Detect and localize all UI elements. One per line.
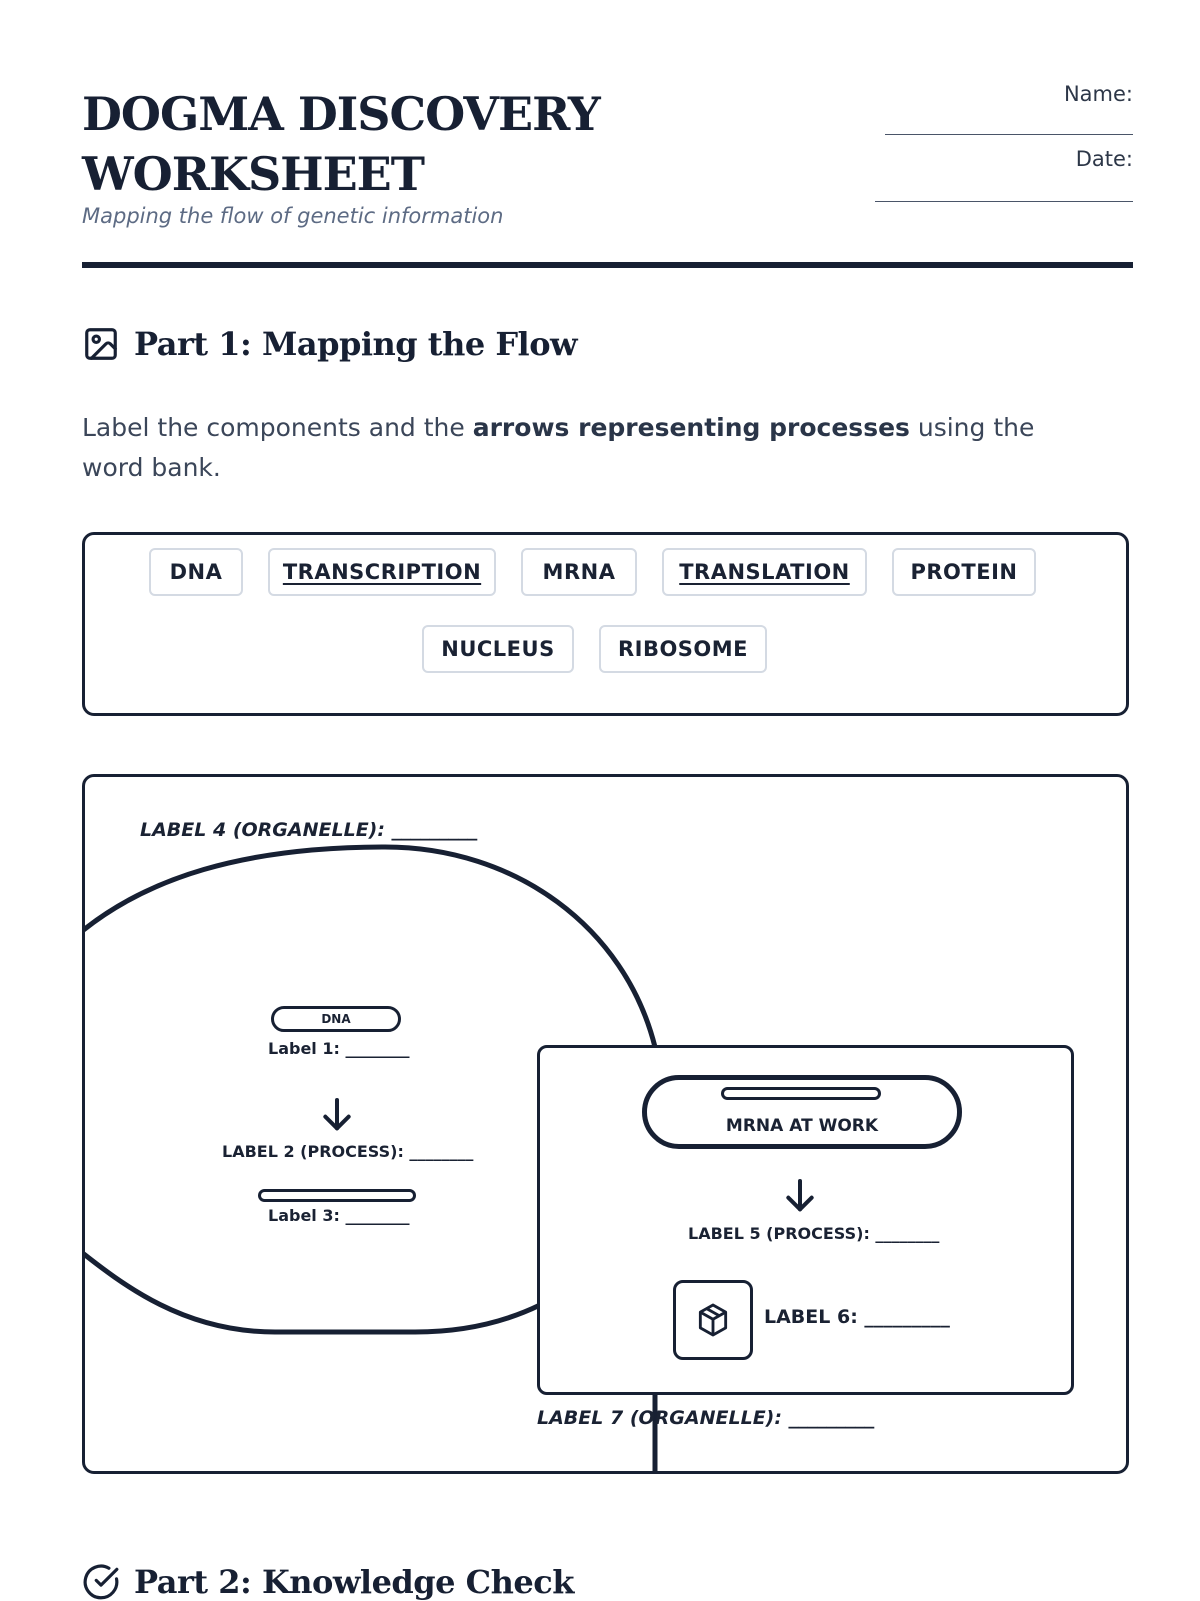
check-circle-icon	[82, 1563, 120, 1601]
header-divider	[82, 262, 1133, 268]
label-4-nucleus[interactable]: LABEL 4 (ORGANELLE): _________	[140, 819, 478, 841]
label-1[interactable]: Label 1: ________	[268, 1039, 410, 1058]
title-line-1: DOGMA DISCOVERY	[82, 87, 600, 141]
date-field-line[interactable]	[875, 201, 1133, 202]
date-label: Date:	[1075, 147, 1133, 171]
word-chip-ribosome[interactable]: RIBOSOME	[599, 625, 767, 673]
page-subtitle: Mapping the flow of genetic information	[82, 204, 504, 228]
instructions-text-2: using the word bank.	[82, 413, 1035, 482]
cube-icon	[694, 1301, 732, 1339]
arrow-down-icon	[780, 1176, 820, 1216]
worksheet-page	[82, 0, 1133, 1600]
dogma-diagram	[82, 774, 1129, 1474]
word-chip-nucleus[interactable]: NUCLEUS	[422, 625, 574, 673]
part2-heading-text: Part 2: Knowledge Check	[134, 1563, 574, 1601]
mrna-at-work-label: MRNA AT WORK	[725, 1116, 879, 1136]
part1-heading	[82, 325, 577, 363]
word-chip-dna[interactable]: DNA	[149, 548, 243, 596]
name-field-line[interactable]	[885, 134, 1133, 135]
page-title	[82, 84, 642, 204]
student-info	[863, 82, 1133, 202]
label-3[interactable]: Label 3: ________	[268, 1206, 410, 1225]
label-5-process[interactable]: LABEL 5 (PROCESS): ________	[688, 1224, 940, 1243]
mrna-strand	[258, 1189, 416, 1202]
word-chip-translation[interactable]: TRANSLATION	[662, 548, 867, 596]
image-icon	[82, 325, 120, 363]
part1-heading-text: Part 1: Mapping the Flow	[134, 325, 578, 363]
instructions-bold-text: arrows representing processes	[472, 413, 910, 442]
mrna-strand-ribosome	[721, 1087, 881, 1100]
dna-pill: DNA	[271, 1006, 401, 1032]
part1-instructions	[82, 408, 1082, 488]
arrow-down-icon	[317, 1095, 357, 1135]
word-bank	[82, 532, 1129, 716]
title-line-2: WORKSHEET	[82, 147, 424, 201]
word-chip-transcription[interactable]: TRANSCRIPTION	[268, 548, 496, 596]
instructions-text-1: Label the components and the	[82, 413, 473, 442]
part2-heading	[82, 1563, 574, 1601]
label-6[interactable]: LABEL 6: _________	[764, 1306, 950, 1328]
word-chip-protein[interactable]: PROTEIN	[892, 548, 1036, 596]
protein-box	[673, 1280, 753, 1360]
word-chip-mrna[interactable]: MRNA	[521, 548, 637, 596]
label-2-process[interactable]: LABEL 2 (PROCESS): ________	[222, 1142, 474, 1161]
cytoplasm-box	[537, 1045, 1074, 1395]
name-label: Name:	[1063, 82, 1133, 106]
label-7-ribosome[interactable]: LABEL 7 (ORGANELLE): _________	[537, 1407, 875, 1429]
mrna-at-work-pill	[642, 1075, 962, 1149]
